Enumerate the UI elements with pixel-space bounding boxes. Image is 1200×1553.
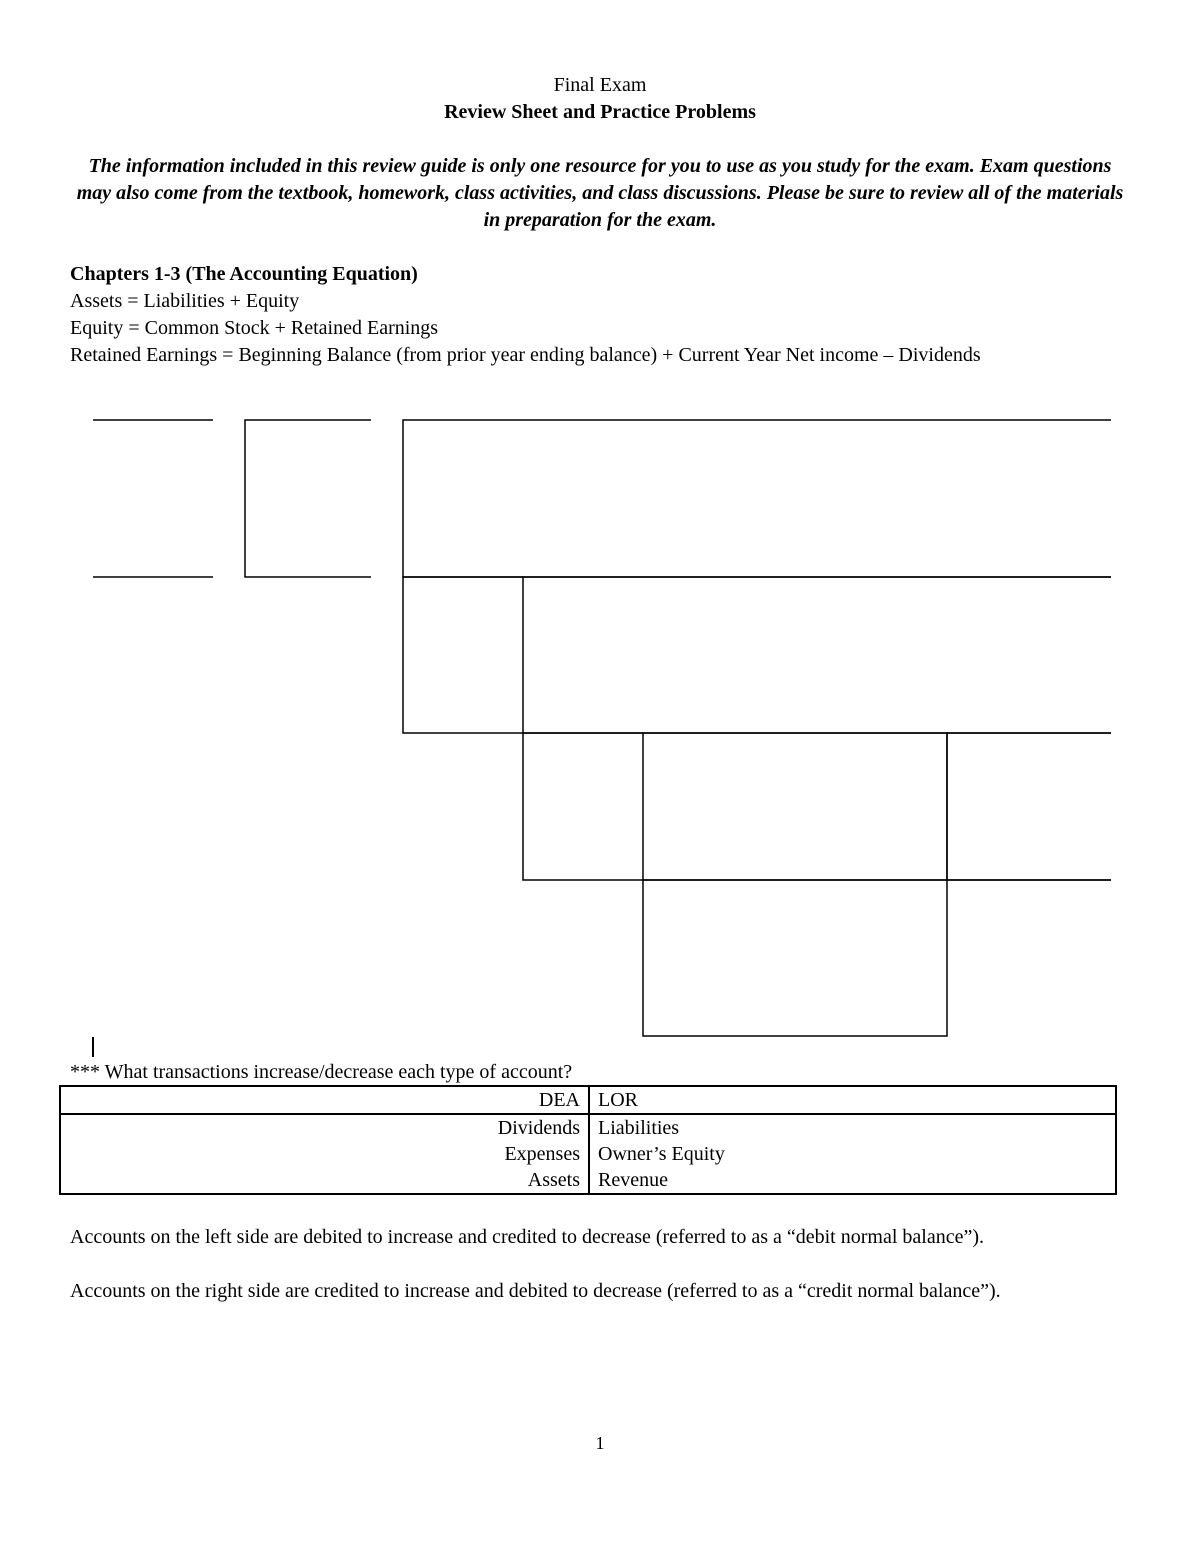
page-number: 1: [595, 1433, 605, 1453]
question-text: *** What transactions increase/decrease each type of account?: [70, 1061, 573, 1083]
credit-normal-paragraph: Accounts on the right side are credited to increase and debited to decrease (referred to as a “credit normal balance”).: [70, 1280, 1001, 1302]
table-header-right: LOR: [589, 1086, 1116, 1114]
table-header-left: DEA: [60, 1086, 589, 1114]
table-row: [60, 1141, 1116, 1167]
diagram-box: [403, 577, 523, 733]
table-row: [60, 1114, 1116, 1141]
diagram-box: [643, 880, 947, 1036]
diagram-box: [523, 733, 643, 880]
diagram-box: [643, 733, 947, 880]
review-notice: The information included in this review guide is only one resource for you to use as you study for the exam. Exam questions may also come from the textbook, homework, class activities, and class discussions. Please be sure to review all of the materials in preparation for the exam.: [76, 155, 1124, 231]
diagram-box: [403, 420, 1111, 577]
page-title: Final Exam: [553, 74, 647, 96]
table-cell-right: Revenue: [598, 1169, 668, 1191]
table-cell-left: Assets: [60, 1167, 589, 1194]
diagram-box: [245, 420, 371, 577]
diagram-box: [523, 577, 1111, 733]
table-cell-left: Dividends: [60, 1114, 589, 1141]
table-cell-right: Owner’s Equity: [598, 1143, 725, 1165]
equation-line: Equity = Common Stock + Retained Earnings: [70, 317, 439, 339]
diagram-box: [947, 733, 1111, 880]
equation-line: Retained Earnings = Beginning Balance (from prior year ending balance) + Current Year Net income – Dividends: [70, 344, 981, 366]
section-heading: Chapters 1-3 (The Accounting Equation): [70, 263, 418, 285]
text-cursor: [92, 1037, 94, 1057]
table-cell-left: Expenses: [60, 1141, 589, 1167]
equation-line: Assets = Liabilities + Equity: [70, 290, 300, 312]
table-row: [60, 1167, 1116, 1194]
table-header-row: [60, 1086, 1116, 1114]
account-types-table: [59, 1085, 1117, 1195]
debit-normal-paragraph: Accounts on the left side are debited to increase and credited to decrease (referred to as a “debit normal balance”).: [70, 1226, 984, 1248]
table-cell-right: Liabilities: [598, 1117, 680, 1139]
page-subtitle: Review Sheet and Practice Problems: [444, 101, 756, 123]
